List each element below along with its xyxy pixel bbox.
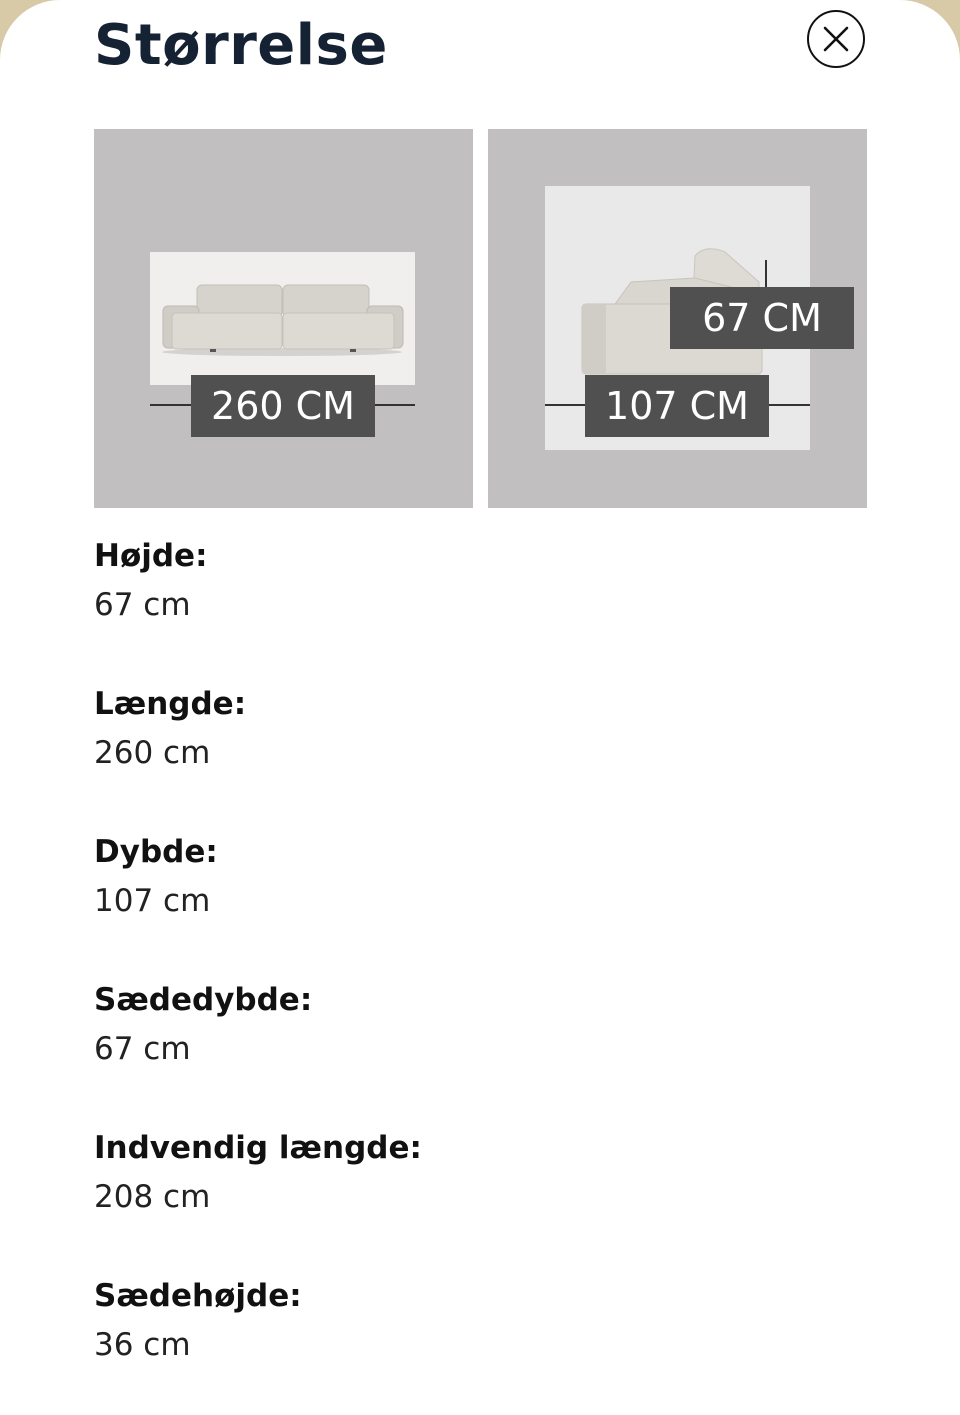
height-dimension-line: [765, 260, 767, 288]
spec-seat-height: [94, 1272, 874, 1415]
spec-depth: [94, 828, 874, 976]
spec-inner-length: [94, 1124, 874, 1272]
spec-label: Højde:: [94, 538, 208, 574]
page-title: Størrelse: [94, 13, 388, 78]
spec-length: [94, 680, 874, 828]
spec-value: 260 cm: [94, 735, 211, 771]
sofa-side-image-panel: [488, 129, 867, 508]
spec-value: 107 cm: [94, 883, 211, 919]
spec-height: [94, 532, 874, 680]
close-icon: [823, 26, 849, 52]
sofa-front-illustration: [150, 252, 415, 385]
height-dimension-label: 67 CM: [670, 287, 854, 349]
depth-dimension-label: 107 CM: [585, 375, 769, 437]
width-dimension-label: 260 CM: [191, 375, 375, 437]
spec-value: 67 cm: [94, 587, 191, 623]
spec-label: Dybde:: [94, 834, 218, 870]
spec-value: 208 cm: [94, 1179, 211, 1215]
spec-label: Længde:: [94, 686, 247, 722]
dimension-spec-list: [94, 532, 874, 1415]
spec-label: Sædedybde:: [94, 982, 313, 1018]
spec-label: Sædehøjde:: [94, 1278, 302, 1314]
spec-label: Indvendig længde:: [94, 1130, 422, 1166]
spec-seat-depth: [94, 976, 874, 1124]
spec-value: 36 cm: [94, 1327, 191, 1363]
spec-value: 67 cm: [94, 1031, 191, 1067]
close-button[interactable]: [807, 10, 865, 68]
sofa-front-photo: [150, 252, 415, 385]
sofa-front-image-panel: [94, 129, 473, 508]
